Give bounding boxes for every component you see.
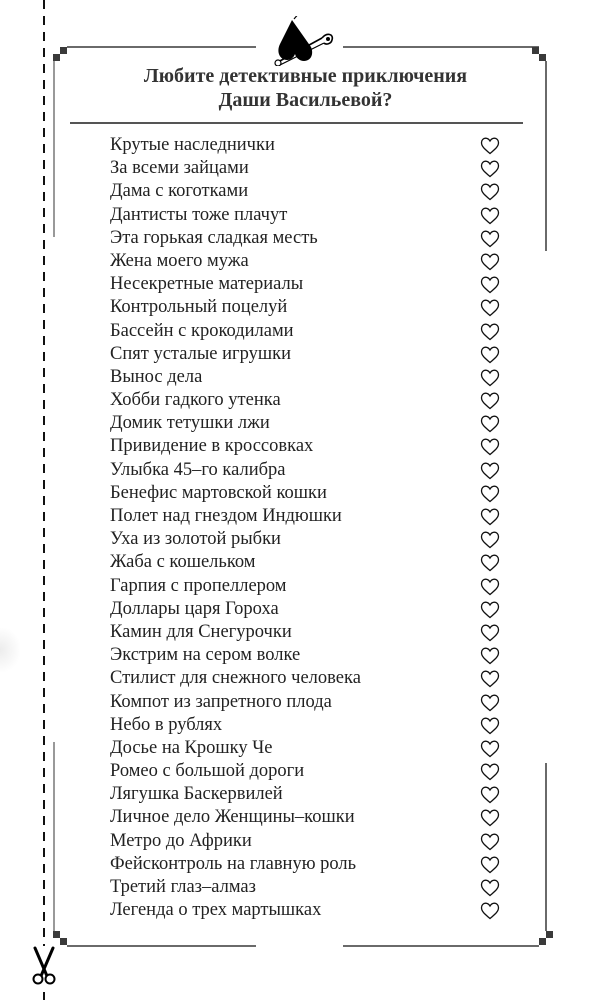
book-list-item — [110, 830, 510, 853]
book-list-item — [110, 134, 510, 157]
book-title: Эта горькая сладкая месть — [110, 227, 318, 248]
heart-outline-icon[interactable] — [480, 902, 500, 920]
book-title: Привидение в кроссовках — [110, 436, 314, 457]
dashed-cut-line — [43, 0, 45, 1000]
heart-with-safety-pin-icon — [272, 16, 338, 66]
heart-outline-icon[interactable] — [480, 740, 500, 758]
frame-top-right-line — [343, 46, 539, 48]
frame-bottom-right-line — [343, 945, 539, 947]
heart-outline-icon[interactable] — [480, 578, 500, 596]
frame-corner-ornament — [60, 47, 67, 54]
frame-corner-ornament — [532, 47, 539, 54]
book-list-item — [110, 157, 510, 180]
frame-corner-ornament — [53, 54, 60, 61]
heart-outline-icon[interactable] — [480, 253, 500, 271]
heart-outline-icon[interactable] — [480, 415, 500, 433]
heart-outline-icon[interactable] — [480, 508, 500, 526]
heart-outline-icon[interactable] — [480, 323, 500, 341]
heart-outline-icon[interactable] — [480, 276, 500, 294]
book-title: Крутые наследнички — [110, 135, 275, 155]
heart-outline-icon[interactable] — [480, 299, 500, 317]
book-list-item — [110, 435, 510, 458]
book-title: Экстрим на сером волке — [110, 645, 301, 666]
book-title: Камин для Снегурочки — [110, 621, 292, 642]
scissors-icon — [29, 946, 59, 986]
page-title — [60, 64, 551, 112]
book-list-item — [110, 320, 510, 343]
book-title: Стилист для снежного человека — [110, 668, 361, 689]
book-list-item — [110, 876, 510, 899]
frame-corner-ornament — [539, 54, 546, 61]
book-checklist — [110, 134, 510, 922]
book-list-item — [110, 412, 510, 435]
book-list-item — [110, 528, 510, 551]
book-list-item — [110, 667, 510, 690]
book-list-item — [110, 343, 510, 366]
book-list-item — [110, 899, 510, 922]
book-title: Улыбка 45–го калибра — [110, 459, 286, 480]
frame-corner-ornament — [539, 938, 546, 945]
heart-outline-icon[interactable] — [480, 531, 500, 549]
book-title: Хобби гадкого утенка — [110, 390, 281, 411]
book-list-item — [110, 250, 510, 273]
book-list-item — [110, 644, 510, 667]
book-title: Компот из запретного плода — [110, 691, 332, 712]
book-title: Третий глаз–алмаз — [110, 877, 256, 897]
book-title: Личное дело Женщины–кошки — [110, 807, 355, 828]
frame-corner-ornament — [60, 938, 67, 945]
heart-outline-icon[interactable] — [480, 624, 500, 642]
heart-outline-icon[interactable] — [480, 462, 500, 480]
book-title: Жаба с кошельком — [110, 552, 256, 573]
frame-top-left-line — [67, 46, 256, 48]
heart-outline-icon[interactable] — [480, 137, 500, 155]
book-title: Домик тетушки лжи — [110, 413, 270, 434]
heart-outline-icon[interactable] — [480, 879, 500, 897]
heart-outline-icon[interactable] — [480, 346, 500, 364]
book-title: Доллары царя Гороха — [110, 598, 279, 619]
book-title: За всеми зайцами — [110, 158, 249, 179]
heart-outline-icon[interactable] — [480, 833, 500, 851]
heart-outline-icon[interactable] — [480, 601, 500, 619]
book-title: Фейсконтроль на главную роль — [110, 853, 357, 874]
book-list-item — [110, 760, 510, 783]
book-list-item — [110, 296, 510, 319]
frame-corner-ornament — [53, 931, 60, 938]
book-title: Лягушка Баскервилей — [110, 784, 283, 805]
book-list-item — [110, 691, 510, 714]
book-title: Досье на Крошку Че — [110, 737, 273, 758]
heart-outline-icon[interactable] — [480, 183, 500, 201]
book-list-item — [110, 482, 510, 505]
book-list-item — [110, 366, 510, 389]
book-title: Дантисты тоже плачут — [110, 204, 288, 225]
scan-smudge — [0, 628, 20, 672]
heart-outline-icon[interactable] — [480, 717, 500, 735]
book-title: Метро до Африки — [110, 830, 252, 851]
book-title: Уха из золотой рыбки — [110, 529, 281, 550]
frame-right-bottom-line — [545, 763, 547, 931]
book-list-item — [110, 227, 510, 250]
frame-left-top-line — [53, 61, 55, 237]
book-list-item — [110, 575, 510, 598]
heart-outline-icon[interactable] — [480, 670, 500, 688]
book-list-item — [110, 621, 510, 644]
book-list-item — [110, 737, 510, 760]
book-title: Дама с коготками — [110, 181, 249, 202]
book-title: Полет над гнездом Индюшки — [110, 506, 342, 526]
heart-outline-icon[interactable] — [480, 554, 500, 572]
book-title: Небо в рублях — [110, 714, 223, 735]
heart-outline-icon[interactable] — [480, 485, 500, 503]
book-title: Несекретные материалы — [110, 274, 304, 295]
frame-left-bottom-line — [53, 742, 55, 933]
book-title: Вынос дела — [110, 366, 203, 387]
book-list-item — [110, 180, 510, 203]
frame-bottom-left-line — [67, 945, 256, 947]
book-list-item — [110, 273, 510, 296]
book-list-item — [110, 505, 510, 528]
title-line-2: Даши Васильевой? — [218, 89, 393, 111]
book-list-item — [110, 389, 510, 412]
heart-outline-icon[interactable] — [480, 647, 500, 665]
frame-corner-ornament — [546, 931, 553, 938]
book-title: Гарпия с пропеллером — [110, 575, 287, 596]
heart-outline-icon[interactable] — [480, 786, 500, 804]
title-divider — [70, 122, 523, 124]
book-title: Контрольный поцелуй — [110, 297, 288, 318]
book-title: Спят усталые игрушки — [110, 343, 291, 364]
book-list-item — [110, 204, 510, 227]
book-title: Бенефис мартовской кошки — [110, 482, 327, 503]
heart-outline-icon[interactable] — [480, 694, 500, 712]
heart-outline-icon[interactable] — [480, 160, 500, 178]
book-list-item — [110, 551, 510, 574]
title-line-1: Любите детективные приключения — [143, 65, 468, 87]
book-list-item — [110, 598, 510, 621]
book-title: Жена моего мужа — [110, 250, 249, 271]
heart-outline-icon[interactable] — [480, 392, 500, 410]
book-list-item — [110, 459, 510, 482]
heart-outline-icon[interactable] — [480, 763, 500, 781]
heart-outline-icon[interactable] — [480, 809, 500, 827]
book-list-item — [110, 714, 510, 737]
heart-outline-icon[interactable] — [480, 369, 500, 387]
book-title: Легенда о трех мартышках — [110, 900, 322, 921]
heart-outline-icon[interactable] — [480, 207, 500, 225]
book-list-item — [110, 853, 510, 876]
heart-outline-icon[interactable] — [480, 856, 500, 874]
heart-outline-icon[interactable] — [480, 230, 500, 248]
heart-outline-icon[interactable] — [480, 438, 500, 456]
book-list-item — [110, 806, 510, 829]
book-title: Ромео с большой дороги — [110, 761, 305, 782]
book-title: Бассейн с крокодилами — [110, 320, 294, 341]
book-list-item — [110, 783, 510, 806]
